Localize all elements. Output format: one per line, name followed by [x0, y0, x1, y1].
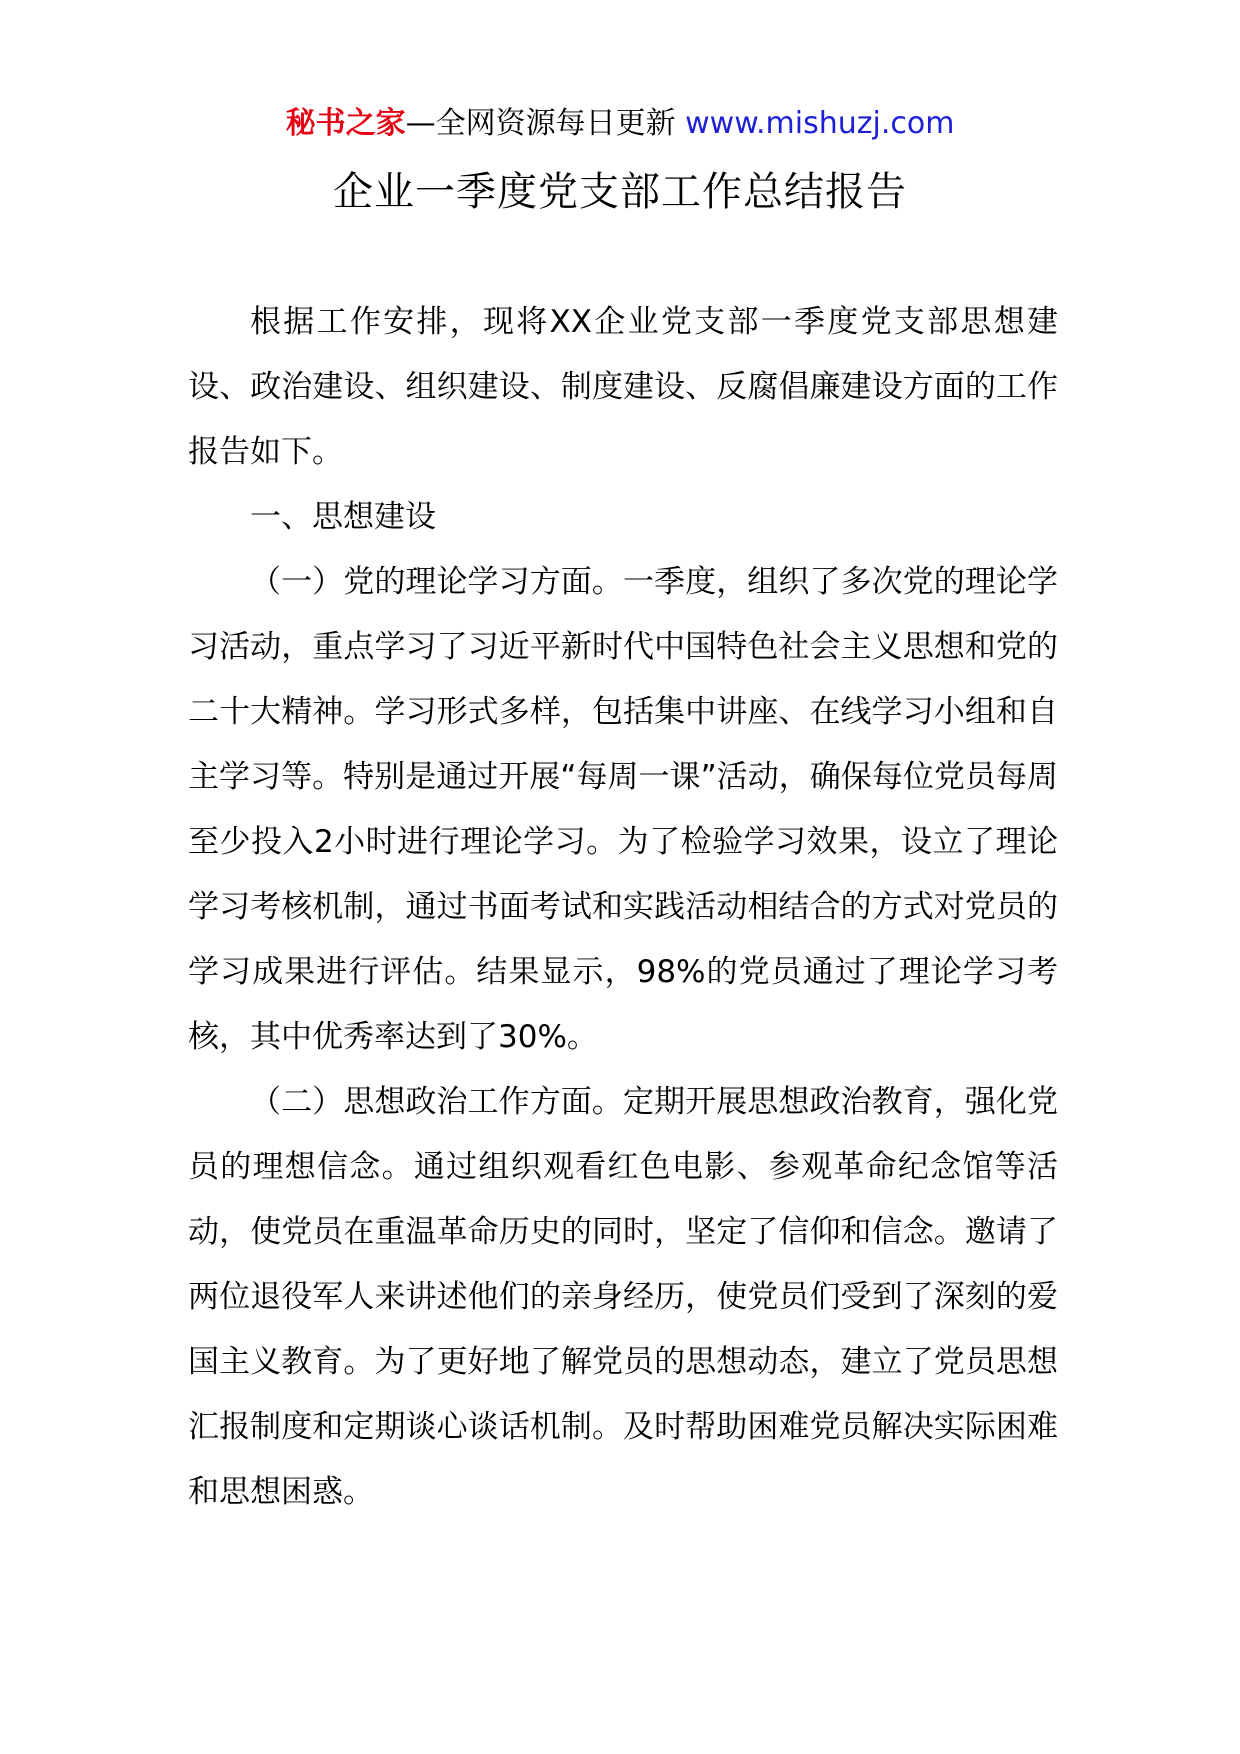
document-body: [188, 290, 1058, 1525]
intro-paragraph: 根据工作安排，现将XX企业党支部一季度党支部思想建设、政治建设、组织建设、制度建设、反腐倡廉建设方面的工作报告如下。: [188, 304, 1058, 470]
site-header: [0, 104, 1240, 144]
site-url-link[interactable]: www.mishuzj.com: [685, 106, 955, 141]
site-slogan: —全网资源每日更新: [405, 106, 676, 141]
site-brand: 秘书之家: [285, 106, 406, 141]
body-paragraph: （二）思想政治工作方面。定期开展思想政治教育，强化党员的理想信念。通过组织观看红色电影、参观革命纪念馆等活动，使党员在重温革命历史的同时，坚定了信仰和信念。邀请了两位退役军人来讲述他们的亲身经历，使党员们受到了深刻的爱国主义教育。为了更好地了解党员的思想动态，建立了党员思想汇报制度和定期谈心谈话机制。及时帮助困难党员解决实际困难和思想困惑。: [188, 1084, 1058, 1510]
body-paragraph: （一）党的理论学习方面。一季度，组织了多次党的理论学习活动，重点学习了习近平新时代中国特色社会主义思想和党的二十大精神。学习形式多样，包括集中讲座、在线学习小组和自主学习等。特别是通过开展“每周一课”活动，确保每位党员每周至少投入2小时进行理论学习。为了检验学习效果，设立了理论学习考核机制，通过书面考试和实践活动相结合的方式对党员的学习成果进行评估。结果显示，98%的党员通过了理论学习考核，其中优秀率达到了30%。: [188, 564, 1058, 1055]
document-title: 企业一季度党支部工作总结报告: [333, 169, 907, 215]
section-heading: 一、思想建设: [250, 499, 436, 535]
